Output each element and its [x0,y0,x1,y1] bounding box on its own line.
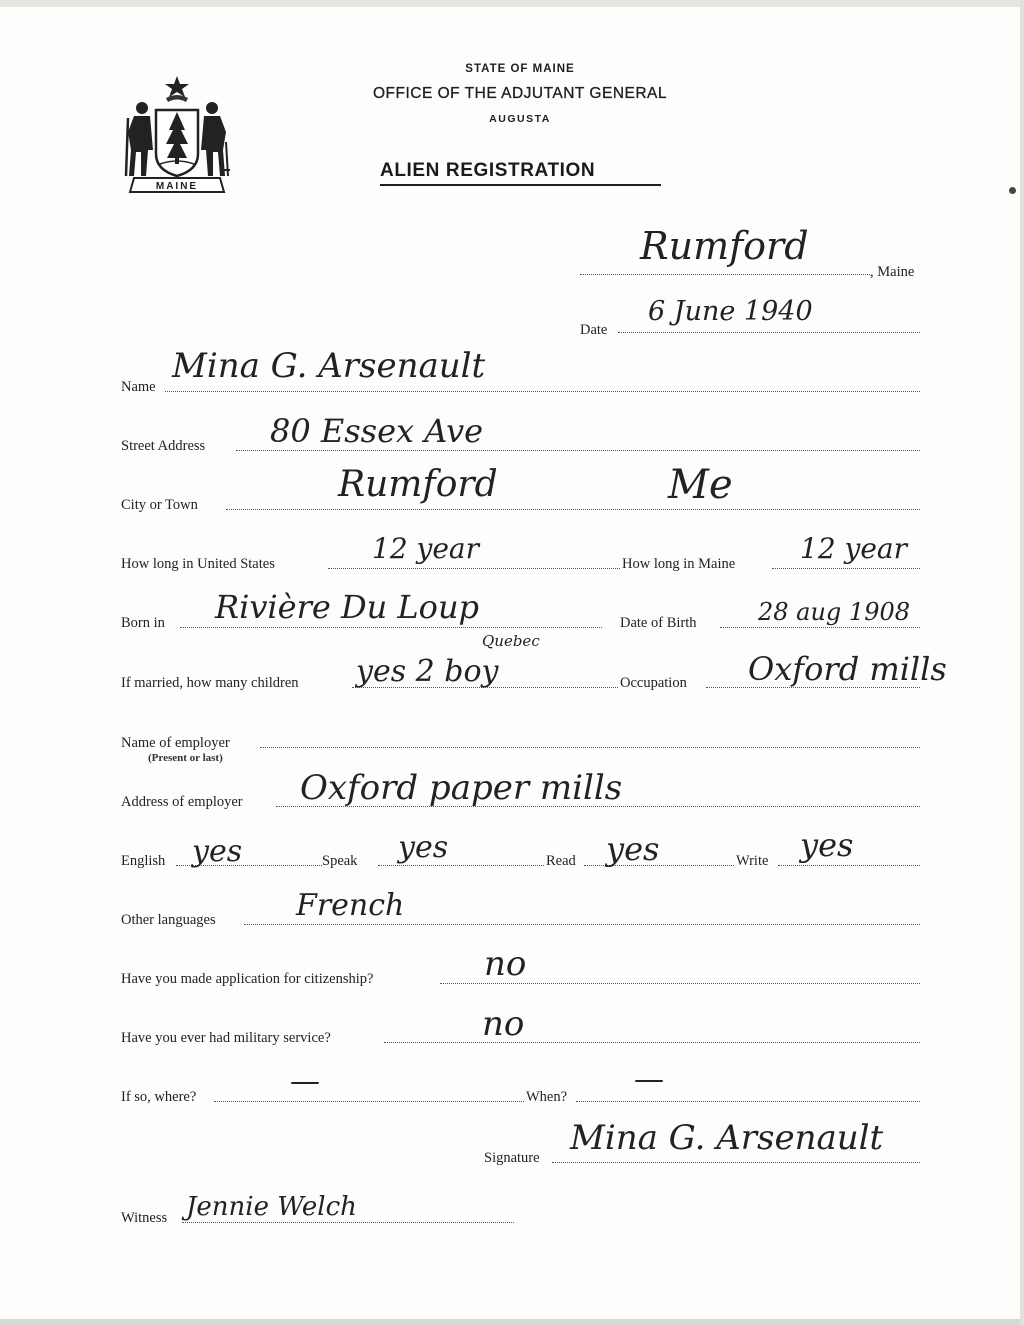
scan-edge-right [1020,0,1024,1325]
date-of-birth-value: 28 aug 1908 [758,598,911,626]
employer-name-note: (Present or last) [148,752,223,764]
street-address-value: 80 Essex Ave [270,412,484,450]
if-so-where-value: — [290,1064,320,1099]
scan-edge-top [0,0,1024,7]
speak-value: yes [398,830,449,865]
citizenship-question-label: Have you made application for citizenship? [121,971,374,987]
read-value: yes [606,830,660,868]
occupation-label: Occupation [620,675,687,691]
date-value: 6 June 1940 [648,296,813,327]
born-in-value: Rivière Du Loup [215,588,480,626]
name-label: Name [121,379,156,395]
scan-speck [1009,187,1016,194]
header-office: OFFICE OF THE ADJUTANT GENERAL [372,85,668,102]
city-value: Rumford [338,464,498,505]
write-value: yes [800,826,854,864]
signature-line [552,1162,920,1163]
speak-line [378,865,544,866]
other-languages-label: Other languages [121,912,216,928]
military-line [384,1042,920,1043]
married-children-label: If married, how many children [121,675,299,691]
english-label: English [121,853,166,869]
other-languages-line [244,924,920,925]
write-label: Write [736,853,769,869]
how-long-maine-line [772,568,920,569]
date-label: Date [580,322,608,338]
occupation-value: Oxford mills [748,650,947,688]
name-value: Mina G. Arsenault [172,346,486,386]
town-value: Rumford [640,224,809,268]
witness-line [182,1222,514,1223]
born-in-line [180,627,602,628]
military-value: no [482,1004,525,1044]
city-label: City or Town [121,497,198,513]
write-line [778,865,920,866]
witness-label: Witness [121,1210,168,1226]
how-long-us-line [328,568,620,569]
military-question-label: Have you ever had military service? [121,1030,331,1046]
form-title: ALIEN REGISTRATION [380,160,596,181]
date-line [618,332,920,333]
state-of-maine-seal [122,72,232,198]
other-languages-value: French [296,888,405,923]
how-long-us-label: How long in United States [121,556,275,572]
read-label: Read [546,853,576,869]
married-children-value: yes 2 boy [356,654,499,689]
signature-value: Mina G. Arsenault [570,1118,884,1158]
name-line [165,391,920,392]
seal-banner-text: MAINE [155,181,199,192]
if-so-where-line [214,1101,524,1102]
street-address-line [236,450,920,451]
how-long-us-value: 12 year [372,532,479,565]
header-state: STATE OF MAINE [465,63,575,75]
form-title-underline [380,184,661,186]
scan-edge-bottom [0,1319,1024,1325]
town-line [580,274,870,275]
born-in-note-value: Quebec [482,632,540,650]
state-abbr-value: Me [668,462,733,508]
employer-name-label: Name of employer [121,735,230,751]
signature-label: Signature [484,1150,540,1166]
if-so-where-label: If so, where? [121,1089,197,1105]
maine-suffix-label: , Maine [870,264,915,280]
date-of-birth-line [720,627,920,628]
when-label: When? [526,1089,568,1105]
citizenship-value: no [484,944,527,984]
english-value: yes [192,834,243,869]
employer-name-line [260,747,920,748]
employer-address-label: Address of employer [121,794,243,810]
witness-value: Jennie Welch [186,1192,357,1222]
street-address-label: Street Address [121,438,206,454]
header-city: AUGUSTA [489,113,551,125]
when-line [576,1101,920,1102]
how-long-maine-value: 12 year [800,532,907,565]
speak-label: Speak [322,853,358,869]
when-value: — [634,1062,664,1097]
city-line [226,509,920,510]
how-long-maine-label: How long in Maine [622,556,736,572]
employer-address-value: Oxford paper mills [300,768,623,808]
born-in-label: Born in [121,615,165,631]
date-of-birth-label: Date of Birth [620,615,697,631]
